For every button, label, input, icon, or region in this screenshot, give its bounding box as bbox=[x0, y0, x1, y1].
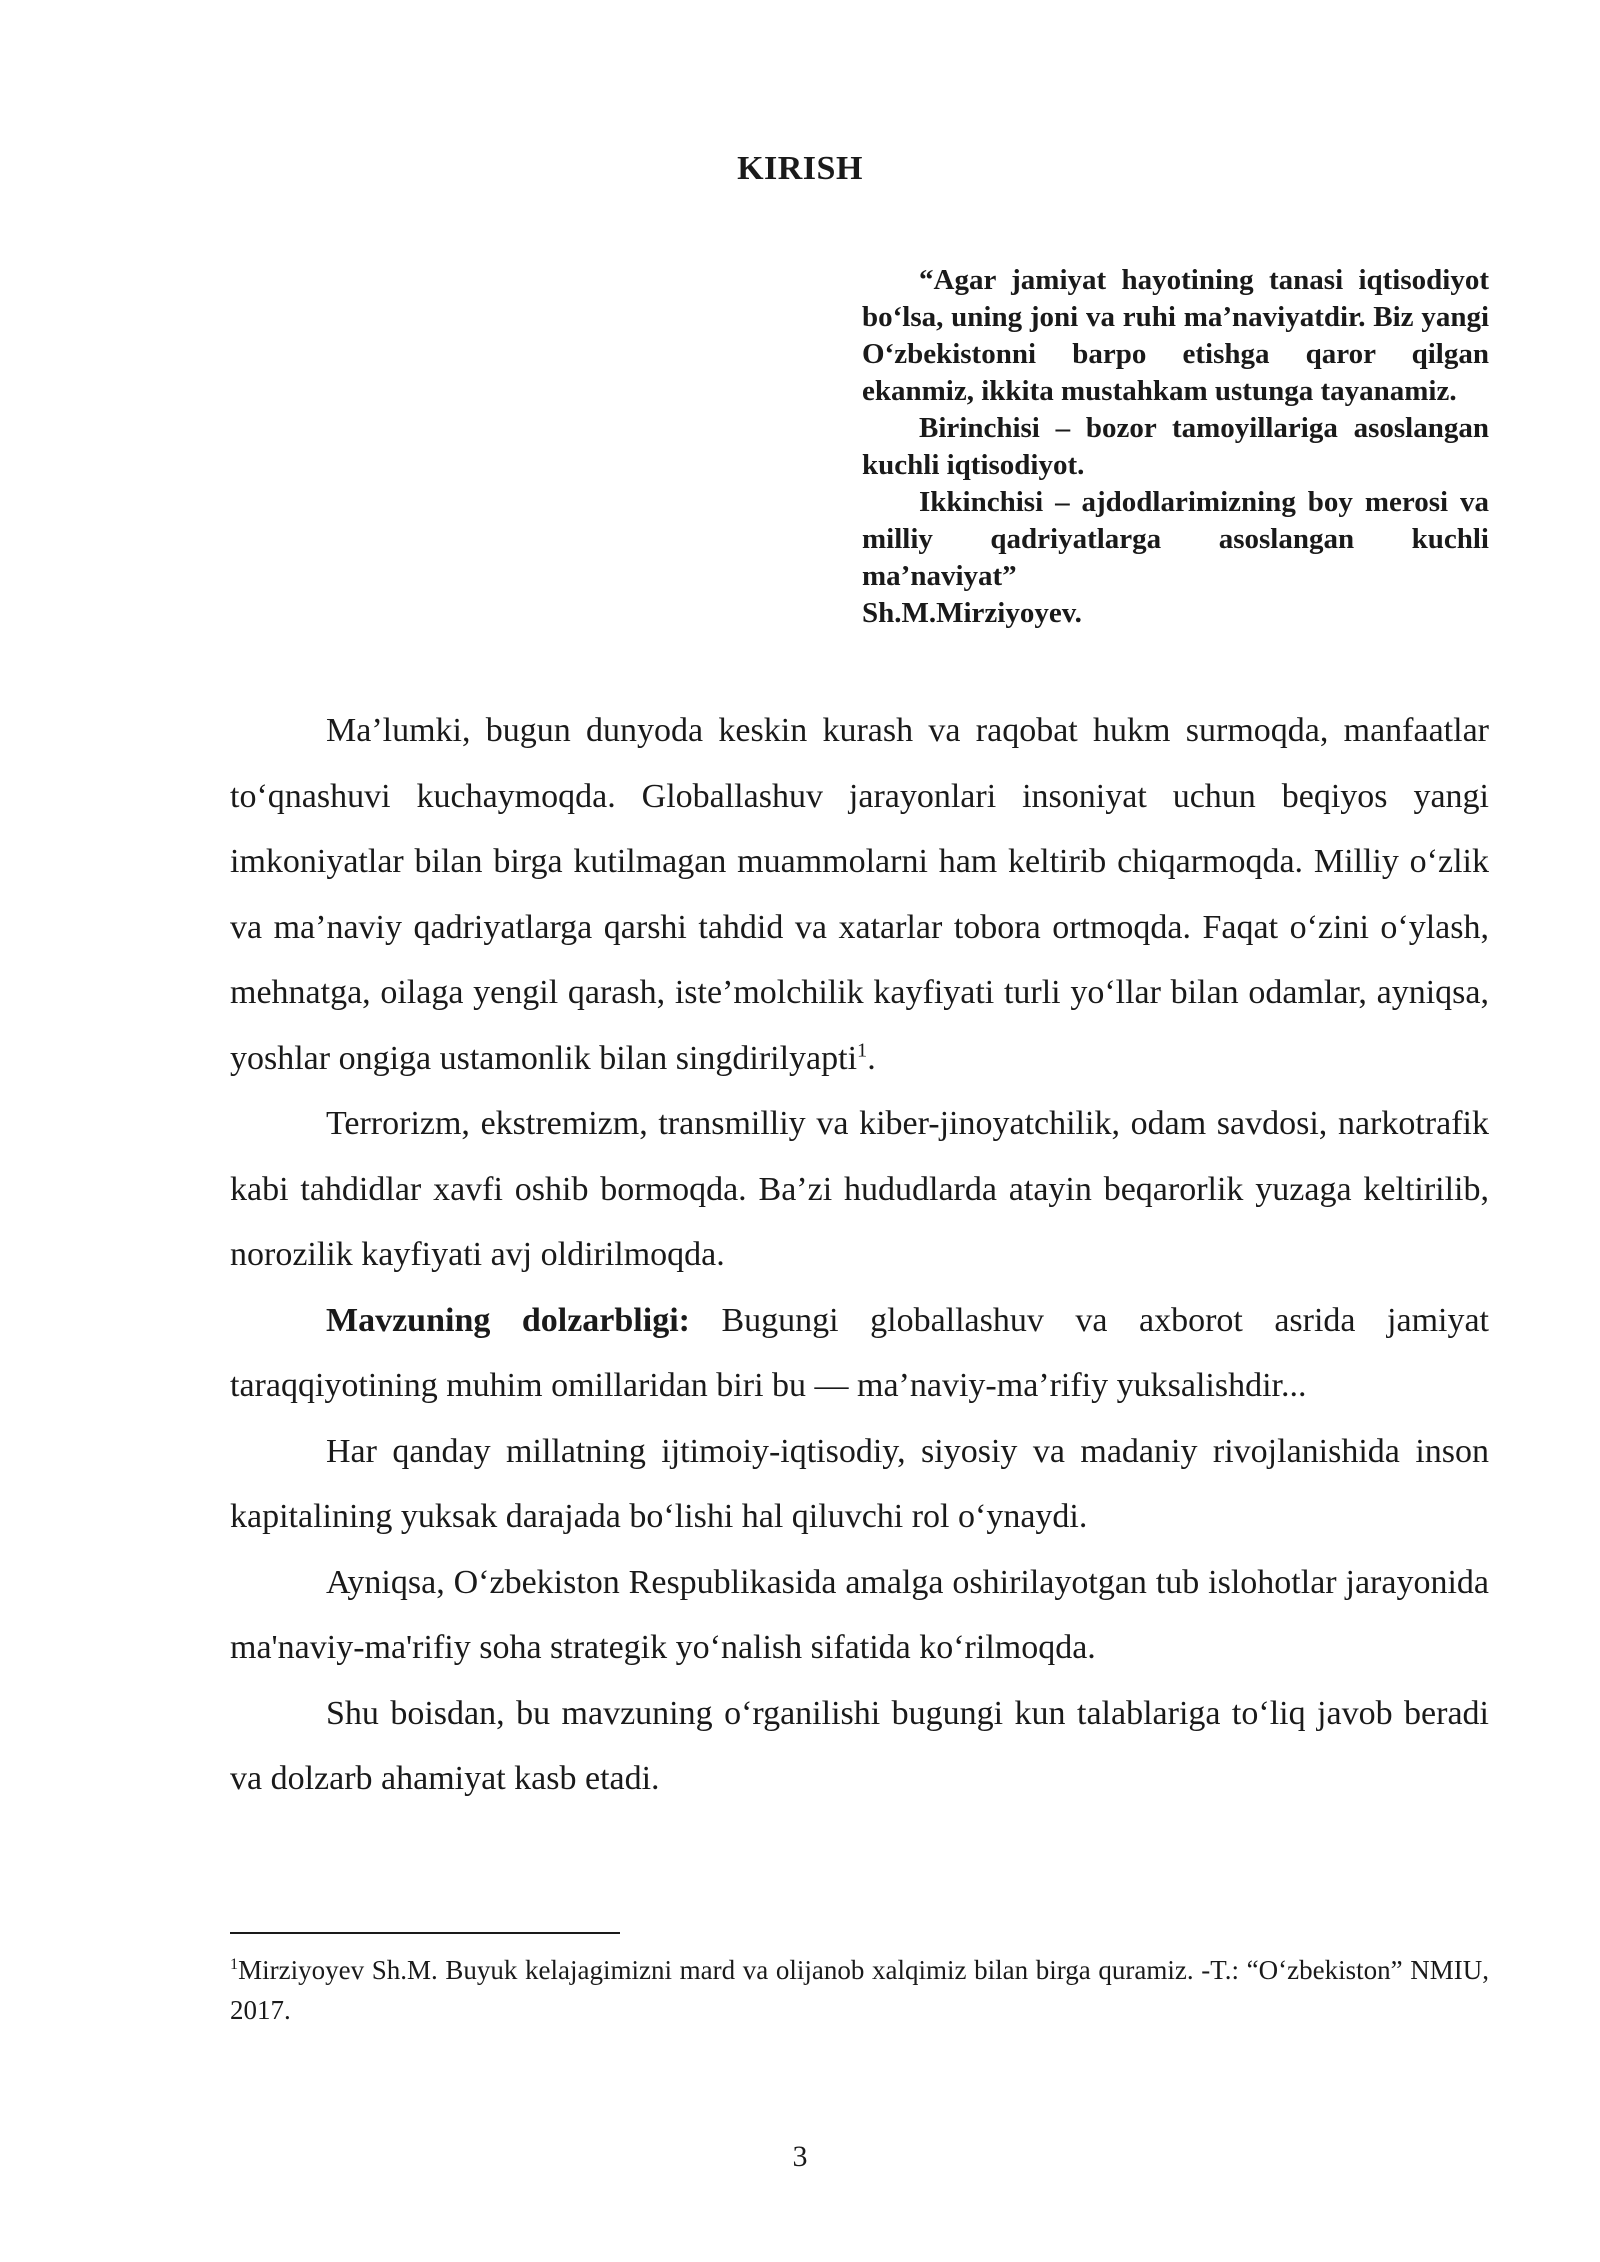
epigraph-paragraph: Ikkinchisi – ajdodlarimizning boy merosi va milliy qadriyatlarga asoslangan kuchli maʼnaviyat” bbox=[862, 486, 1489, 592]
body-text bbox=[230, 698, 1489, 1812]
body-paragraph bbox=[230, 698, 1489, 1091]
body-paragraph bbox=[230, 1288, 1489, 1419]
page-title: KIRISH bbox=[737, 150, 863, 187]
body-paragraph: Ayniqsa, Oʻzbekiston Respublikasida amalga oshirilayotgan tub islohotlar jarayonida ma'naviy-ma'rifiy soha strategik yoʻnalish sifatida koʻrilmoqda. bbox=[230, 1563, 1489, 1666]
footnote-separator bbox=[230, 1932, 620, 1934]
body-paragraph: Terrorizm, ekstremizm, transmilliy va kiber-jinoyatchilik, odam savdosi, narkotrafik kabi tahdidlar xavfi oshib bormoqda. Ba’zi hududlarda atayin beqarorlik yuzaga keltirilib, norozilik kayfiyati avj oldirilmoqda. bbox=[230, 1105, 1489, 1273]
paragraph-text: Bugungi globallashuv va axborot asrida jamiyat taraqqiyotining muhim omillaridan biri bu — ma’naviy-ma’rifiy yuksalishdir... bbox=[230, 1301, 1489, 1404]
body-paragraph: Shu boisdan, bu mavzuning oʻrganilishi bugungi kun talablariga toʻliq javob beradi va dolzarb ahamiyat kasb etadi. bbox=[230, 1694, 1489, 1797]
paragraph-end: . bbox=[867, 1039, 876, 1077]
body-paragraph: Har qanday millatning ijtimoiy-iqtisodiy, siyosiy va madaniy rivojlanishida inson kapitalining yuksak darajada boʻlishi hal qiluvchi rol oʻynaydi. bbox=[230, 1432, 1489, 1535]
epigraph-paragraph: Birinchisi – bozor tamoyillariga asoslangan kuchli iqtisodiyot. bbox=[862, 412, 1489, 481]
epigraph bbox=[862, 262, 1489, 632]
epigraph-author: Sh.M.Mirziyoyev. bbox=[862, 597, 1082, 629]
footnote-reference[interactable]: 1 bbox=[857, 1039, 868, 1062]
epigraph-paragraph: “Agar jamiyat hayotining tanasi iqtisodiyot boʻlsa, uning joni va ruhi maʼnaviyatdir. Biz yangi Oʻzbekistonni barpo etishga qaror qilgan ekanmiz, ikkita mustahkam ustunga tayanamiz. bbox=[862, 264, 1489, 407]
footnote-text: Mirziyoyev Sh.M. Buyuk kelajagimizni mard va olijanob xalqimiz bilan birga quramiz. -T.: “Oʻzbekiston” NMIU, 2017. bbox=[230, 1955, 1489, 2025]
section-lead: Mavzuning dolzarbligi: bbox=[326, 1301, 690, 1339]
footnote bbox=[230, 1950, 1489, 2030]
page-number: 3 bbox=[792, 2140, 808, 2173]
paragraph-text: Ma’lumki, bugun dunyoda keskin kurash va raqobat hukm surmoqda, manfaatlar toʻqnashuvi kuchaymoqda. Globallashuv jarayonlari insoniyat uchun beqiyos yangi imkoniyatlar bilan birga kutilmagan muammolarni ham keltirib chiqarmoqda. Milliy oʻzlik va ma’naviy qadriyatlarga qarshi tahdid va xatarlar tobora ortmoqda. Faqat oʻzini oʻylash, mehnatga, oilaga yengil qarash, iste’molchilik kayfiyati turli yoʻllar bilan odamlar, ayniqsa, yoshlar ongiga ustamonlik bilan singdirilyapti bbox=[230, 712, 1489, 1077]
footnote-number: 1 bbox=[230, 1955, 239, 1973]
